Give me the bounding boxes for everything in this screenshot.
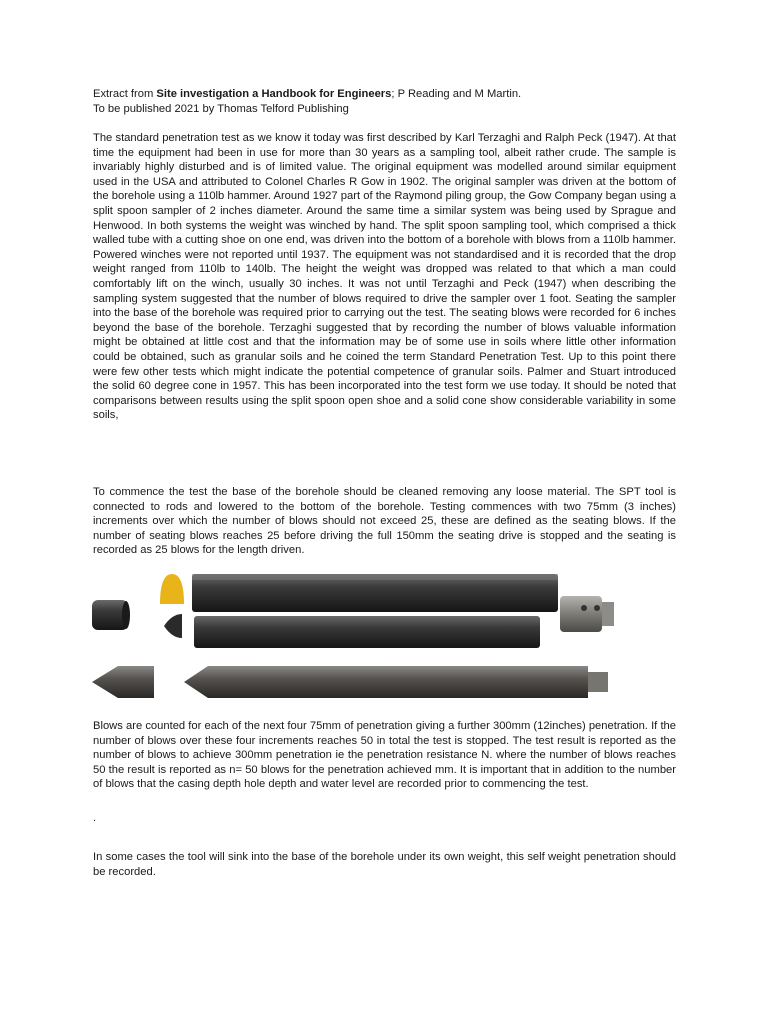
extract-prefix: Extract from: [93, 88, 157, 100]
cutting-shoe: [92, 600, 130, 630]
paragraph-commence: To commence the test the base of the borehole should be cleaned removing any loose material. The SPT tool is connected to rods and lowered to the bottom of the borehole. Testing commences with two 75mm (3 inches) increments over which the number of blows should not exceed 25, these are defined as the seating blows. If the number of seating blows reaches 25 before driving the full 150mm the seating drive is stopped and the seating is recorded as 25 blows for the length driven.: [93, 486, 676, 557]
split-spoon-upper: [192, 574, 558, 612]
paragraph-blows: Blows are counted for each of the next four 75mm of penetration giving a further 300mm (12inches) penetration. If the number of blows over these four increments reaches 50 in total the test is stopped. The test result is reported as the number of blows to achieve 300mm penetration ie the penetration resistance N. where the number of blows reaches 50 the result is reported as n= 50 blows for the penetration achieved mm. It is important that in addition to the number of blows that the casing depth hole depth and water level are recorded prior to commencing the test.: [93, 720, 676, 791]
small-cone: [164, 614, 182, 638]
solid-cone-rod: [184, 666, 608, 698]
paragraph-history: The standard penetration test as we know it today was first described by Karl Terzaghi and Ralph Peck (1947). At that time the equipment had been in use for more than 30 years as a sampling tool, albeit rather crude. The sample is invariably highly disturbed and is of limited value. The original equipment was modelled around similar equipment used in the USA and attributed to Colonel Charles R Gow in 1902. The original sampler was driven at the bottom of the borehole using a 110lb hammer. Around 1927 part of the Raymond piling group, the Gow Company began using a split spoon sampler of 2 inches diameter. Around the same time a similar system was being used by Sprague and Henwood. In both systems the weight was winched by hand. The split spoon sampling tool, which comprised a thick walled tube with a cutting shoe on one end, was driven into the bottom of a borehole with blows from a 110lb hammer. Powered winches were not reported until 1937. The equipment was not standardised and it is recorded that the drop weight ranged from 110lb to 140lb. The height the weight was dropped was related to that which a man could comfortably lift on the winch, usually 30 inches. It was not until Terzaghi and Peck (1947) when describing the sampling system suggested that the number of blows required to drive the sampler over 1 foot. Seating the sampler into the base of the borehole was required prior to carrying out the test. The seating blows were recorded for 6 inches beyond the base of the borehole. Terzaghi suggested that by recording the number of blows valuable information might be obtained at little cost and that the information may be of some use in soils where little other information could be obtained, such as granular soils and he coined the term Standard Penetration Test. Up to this point there were few other tests which might indicate the potential competence of granular soils. Palmer and Stuart introduced the solid 60 degree cone in 1957. This has been incorporated into the test form we use today. It should be noted that comparisons between results using the split spoon open shoe and a solid cone show considerable variability in some soils,: [93, 132, 676, 422]
yellow-cap: [160, 574, 184, 604]
book-title: Site investigation a Handbook for Engineers: [156, 88, 392, 100]
header-block: [93, 87, 676, 116]
split-spoon-lower: [194, 616, 540, 648]
cone-tip: [92, 666, 154, 698]
authors: ; P Reading and M Martin.: [391, 88, 522, 100]
coupling: [560, 596, 614, 632]
paragraph-self-weight: In some cases the tool will sink into the base of the borehole under its own weight, this self weight penetration should be recorded.: [93, 851, 676, 878]
spt-equipment-photo: [88, 568, 618, 710]
paragraph-dot: .: [93, 812, 97, 824]
publish-line: To be published 2021 by Thomas Telford Publishing: [93, 102, 349, 115]
